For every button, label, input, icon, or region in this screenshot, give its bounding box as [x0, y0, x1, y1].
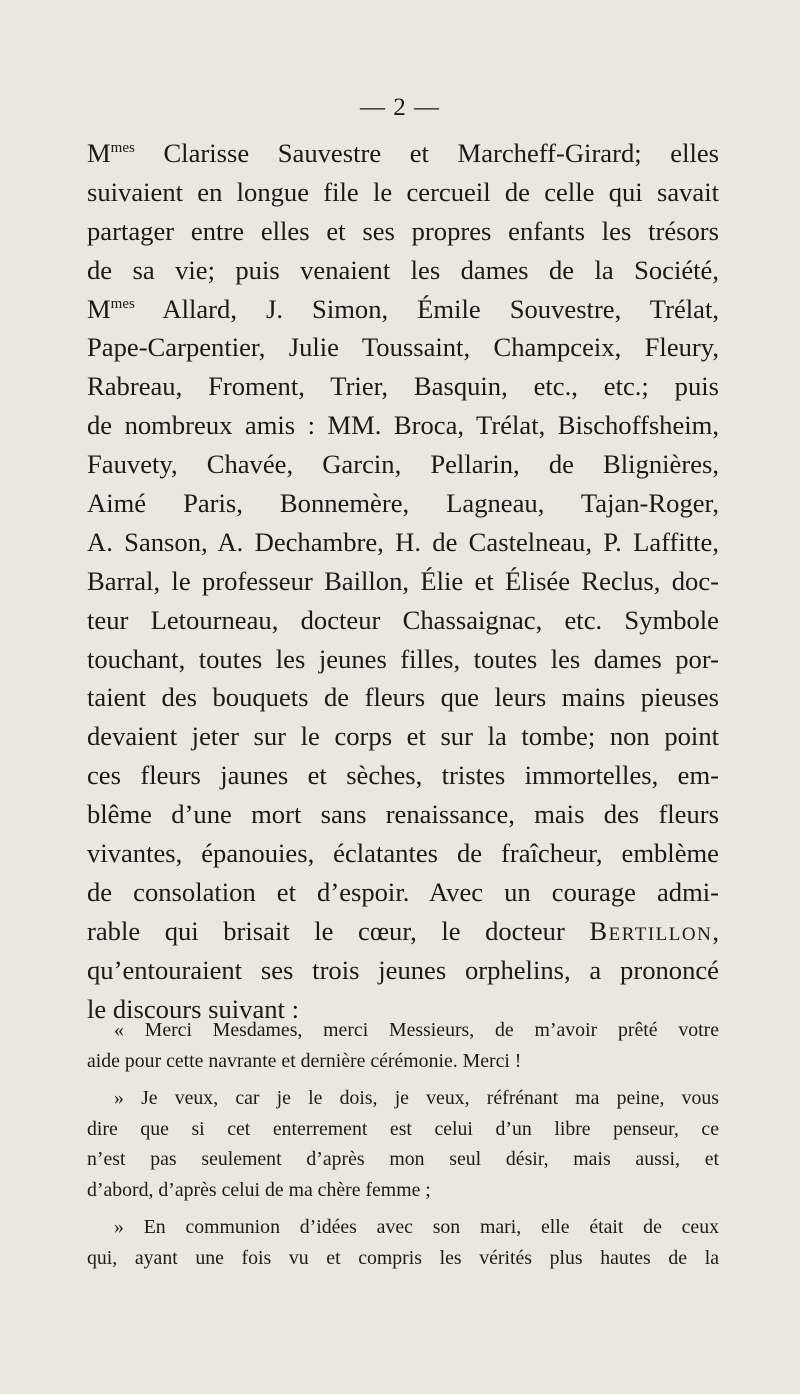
main-text — [87, 134, 719, 1028]
quote-line: » Je veux, car je le dois, je veux, réfrénant ma peine, vous — [114, 1087, 719, 1109]
text-line: Pape-Carpentier, Julie Toussaint, Champceix, Fleury, — [87, 332, 719, 363]
author-name: Bertillon — [589, 915, 713, 946]
quote-line: n’est pas seulement d’après mon seul désir, mais aussi, et — [87, 1148, 719, 1170]
text-line: Rabreau, Froment, Trier, Basquin, etc., etc.; puis — [87, 371, 719, 402]
text-line: Barral, le professeur Baillon, Élie et Élisée Reclus, doc- — [87, 565, 719, 596]
text-line: de consolation et d’espoir. Avec un courage admi- — [87, 876, 719, 907]
quote-paragraph — [87, 1083, 719, 1205]
quote-line: « Merci Mesdames, merci Messieurs, de m’avoir prêté votre — [114, 1019, 719, 1041]
text-line: $M^{mes}$ Allard, J. Simon, Émile Souvestre, Trélat, — [87, 293, 719, 324]
text-line: vivantes, épanouies, éclatantes de fraîcheur, emblème — [87, 838, 719, 869]
text-line: suivaient en longue file le cercueil de celle qui savait — [87, 176, 719, 207]
text-line: qu’entouraient ses trois jeunes orphelins, a prononcé — [87, 954, 719, 985]
text-line: rable qui brisait le cœur, le docteur Bertillon, — [87, 915, 719, 946]
text-line: taient des bouquets de fleurs que leurs mains pieuses — [87, 682, 719, 713]
text-line: Aimé Paris, Bonnemère, Lagneau, Tajan-Roger, — [87, 488, 719, 519]
speech-quote — [87, 1015, 719, 1280]
text-line: partager entre elles et ses propres enfants les trésors — [87, 215, 719, 246]
quote-line: d’abord, d’après celui de ma chère femme ; — [87, 1178, 431, 1201]
text-line: de sa vie; puis venaient les dames de la Société, — [87, 254, 719, 285]
text-line: blême d’une mort sans renaissance, mais des fleurs — [87, 799, 719, 830]
quote-paragraph — [87, 1015, 719, 1076]
quote-line: aide pour cette navrante et dernière cérémonie. Merci ! — [87, 1049, 522, 1072]
page-number: — 2 — — [360, 94, 440, 121]
text-line: teur Letourneau, docteur Chassaignac, etc. Symbole — [87, 604, 719, 635]
text-line: $M^{mes}$ Clarisse Sauvestre et Marcheff-Girard; elles — [87, 138, 719, 168]
text-line: de nombreux amis : MM. Broca, Trélat, Bischoffsheim, — [87, 410, 719, 441]
text-line: le discours suivant : — [87, 993, 299, 1024]
text-line: devaient jeter sur le corps et sur la tombe; non point — [87, 721, 719, 752]
quote-line: qui, ayant une fois vu et compris les vérités plus hautes de la — [87, 1246, 719, 1269]
text-line: A. Sanson, A. Dechambre, H. de Castelneau, P. Laffitte, — [87, 526, 719, 557]
text-line: touchant, toutes les jeunes filles, toutes les dames por- — [87, 643, 719, 674]
quote-line: dire que si cet enterrement est celui d’un libre penseur, ce — [87, 1117, 719, 1140]
quote-paragraph — [87, 1212, 719, 1273]
quote-line: » En communion d’idées avec son mari, elle était de ceux — [114, 1216, 719, 1238]
text-line: Fauvety, Chavée, Garcin, Pellarin, de Blignières, — [87, 449, 719, 480]
text-line: ces fleurs jaunes et sèches, tristes immortelles, em- — [87, 760, 719, 791]
